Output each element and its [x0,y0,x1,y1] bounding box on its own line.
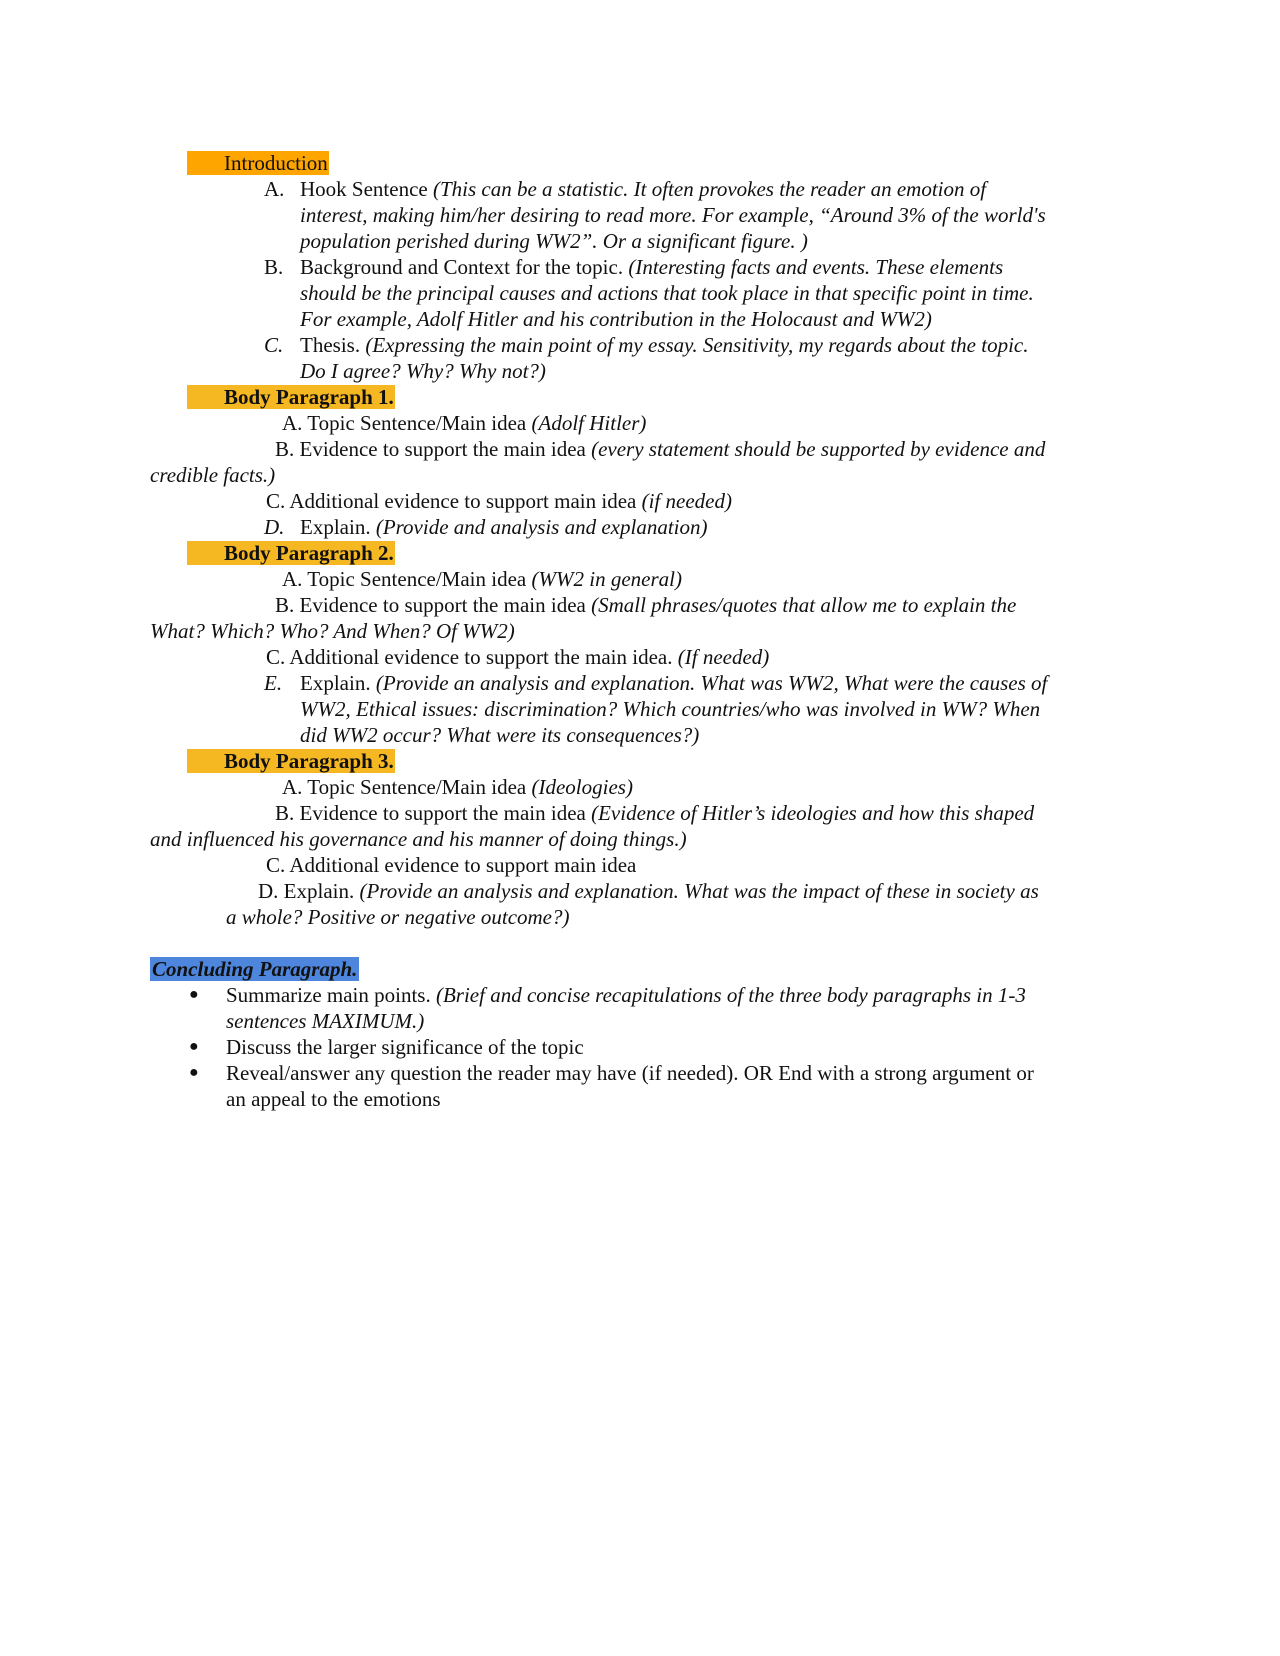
intro-b-text: Background and Context for the topic. [300,255,624,279]
body3-b-cont [150,826,687,852]
intro-b-note: (Interesting facts and events. These elements [628,255,1004,279]
conclusion-item1-cont [226,1008,424,1034]
intro-b-note-2: should be the principal causes and actions that took place in that specific point in time. [300,281,1034,305]
intro-b-note-3: For example, Adolf Hitler and his contribution in the Holocaust and WW2) [300,307,932,331]
body2-e-note-3: did WW2 occur? What were its consequences?) [300,723,700,747]
body1-b-cont [150,462,275,488]
intro-c-text: Thesis. [300,333,361,357]
intro-item-b [264,254,1003,280]
body3-d-note: (Provide an analysis and explanation. What was the impact of these in society as [359,879,1039,903]
bullet-icon: ● [189,1038,199,1055]
conclusion-heading-line [150,956,359,982]
body1-heading-line [189,384,395,410]
body3-heading: Body Paragraph 3. [187,749,395,773]
body2-heading-line [189,540,395,566]
body3-a-note: (Ideologies) [531,775,633,799]
body2-a-note: (WW2 in general) [531,567,682,591]
intro-item-a [264,176,986,202]
body2-item-a [282,566,682,592]
intro-item-c [264,332,1028,358]
conclusion-item3-cont [226,1086,441,1112]
body2-b-note-2: What? Which? Who? And When? Of WW2) [150,619,515,643]
body2-e-note: (Provide an analysis and explanation. What was WW2, What were the causes of [375,671,1048,695]
body3-b-note-2: and influenced his governance and his manner of doing things.) [150,827,687,851]
body3-item-b [275,800,1034,826]
conclusion-item1-note: (Brief and concise recapitulations of the three body paragraphs in 1-3 [435,983,1026,1007]
body2-b-note: (Small phrases/quotes that allow me to explain the [591,593,1017,617]
conclusion-item-2 [226,1034,584,1060]
body2-e-note-2: WW2, Ethical issues: discrimination? Which countries/who was involved in WW? When [300,697,1041,721]
body1-a-note: (Adolf Hitler) [531,411,647,435]
body2-item-e [264,670,1047,696]
body2-a-text: A. Topic Sentence/Main idea [282,567,527,591]
intro-a-text: Hook Sentence [300,177,428,201]
body2-c-note: (If needed) [677,645,770,669]
body2-b-text: B. Evidence to support the main idea [275,593,586,617]
intro-a-note-2: interest, making him/her desiring to read more. For example, “Around 3% of the world's [300,203,1046,227]
intro-heading-line [189,150,329,176]
body2-e-cont-2 [300,722,699,748]
list-label: A. [264,177,285,201]
body3-item-a [282,774,633,800]
body1-item-a [282,410,646,436]
intro-b-cont-1 [300,280,1034,306]
body1-a-text: A. Topic Sentence/Main idea [282,411,527,435]
list-label: E. [264,671,283,695]
conclusion-item3-text: Reveal/answer any question the reader may have (if needed). OR End with a strong argument or [226,1061,1034,1085]
body1-d-text: Explain. [300,515,371,539]
body1-item-b [275,436,1045,462]
intro-c-note: (Expressing the main point of my essay. Sensitivity, my regards about the topic. [365,333,1029,357]
intro-a-cont-1 [300,202,1046,228]
body1-d-note: (Provide and analysis and explanation) [375,515,708,539]
intro-b-cont-2 [300,306,932,332]
body3-b-note: (Evidence of Hitler’s ideologies and how this shaped [591,801,1035,825]
list-label: B. [264,255,284,279]
intro-c-cont-1 [300,358,546,384]
list-label: C. [264,333,284,357]
intro-c-note-2: Do I agree? Why? Why not?) [300,359,546,383]
conclusion-item3-text-2: an appeal to the emotions [226,1087,441,1111]
body3-a-text: A. Topic Sentence/Main idea [282,775,527,799]
conclusion-item1-note-2: sentences MAXIMUM.) [226,1009,425,1033]
body1-item-d [264,514,708,540]
body1-b-note: (every statement should be supported by evidence and [591,437,1046,461]
body1-item-c [266,488,732,514]
body3-d-cont [226,904,570,930]
intro-a-note-3: population perished during WW2”. Or a significant figure. ) [300,229,808,253]
body1-b-text: B. Evidence to support the main idea [275,437,586,461]
intro-a-note: (This can be a statistic. It often provokes the reader an emotion of [432,177,987,201]
intro-heading: Introduction [187,151,329,175]
intro-a-cont-2 [300,228,808,254]
bullet-icon: ● [189,986,199,1003]
body3-item-d [258,878,1039,904]
conclusion-item1-text: Summarize main points. [226,983,431,1007]
conclusion-heading: Concluding Paragraph. [152,957,358,981]
body1-heading: Body Paragraph 1. [187,385,395,409]
body2-item-c [266,644,769,670]
body2-item-b [275,592,1016,618]
body3-d-note-2: a whole? Positive or negative outcome?) [226,905,570,929]
body2-e-cont-1 [300,696,1040,722]
conclusion-item2-text: Discuss the larger significance of the topic [226,1035,584,1059]
conclusion-item-3 [226,1060,1034,1086]
body1-c-text: C. Additional evidence to support main idea [266,489,637,513]
body2-heading: Body Paragraph 2. [187,541,395,565]
conclusion-item-1 [226,982,1026,1008]
body3-heading-line [189,748,395,774]
list-label: D. [264,515,285,539]
body1-b-note-2: credible facts.) [150,463,276,487]
body2-c-text: C. Additional evidence to support the main idea. [266,645,673,669]
body3-item-c [266,852,636,878]
bullet-icon: ● [189,1064,199,1081]
body2-b-cont [150,618,515,644]
body3-b-text: B. Evidence to support the main idea [275,801,586,825]
body2-e-text: Explain. [300,671,371,695]
body3-c-text: C. Additional evidence to support main idea [266,853,637,877]
body1-c-note: (if needed) [641,489,732,513]
body3-d-text: D. Explain. [258,879,355,903]
